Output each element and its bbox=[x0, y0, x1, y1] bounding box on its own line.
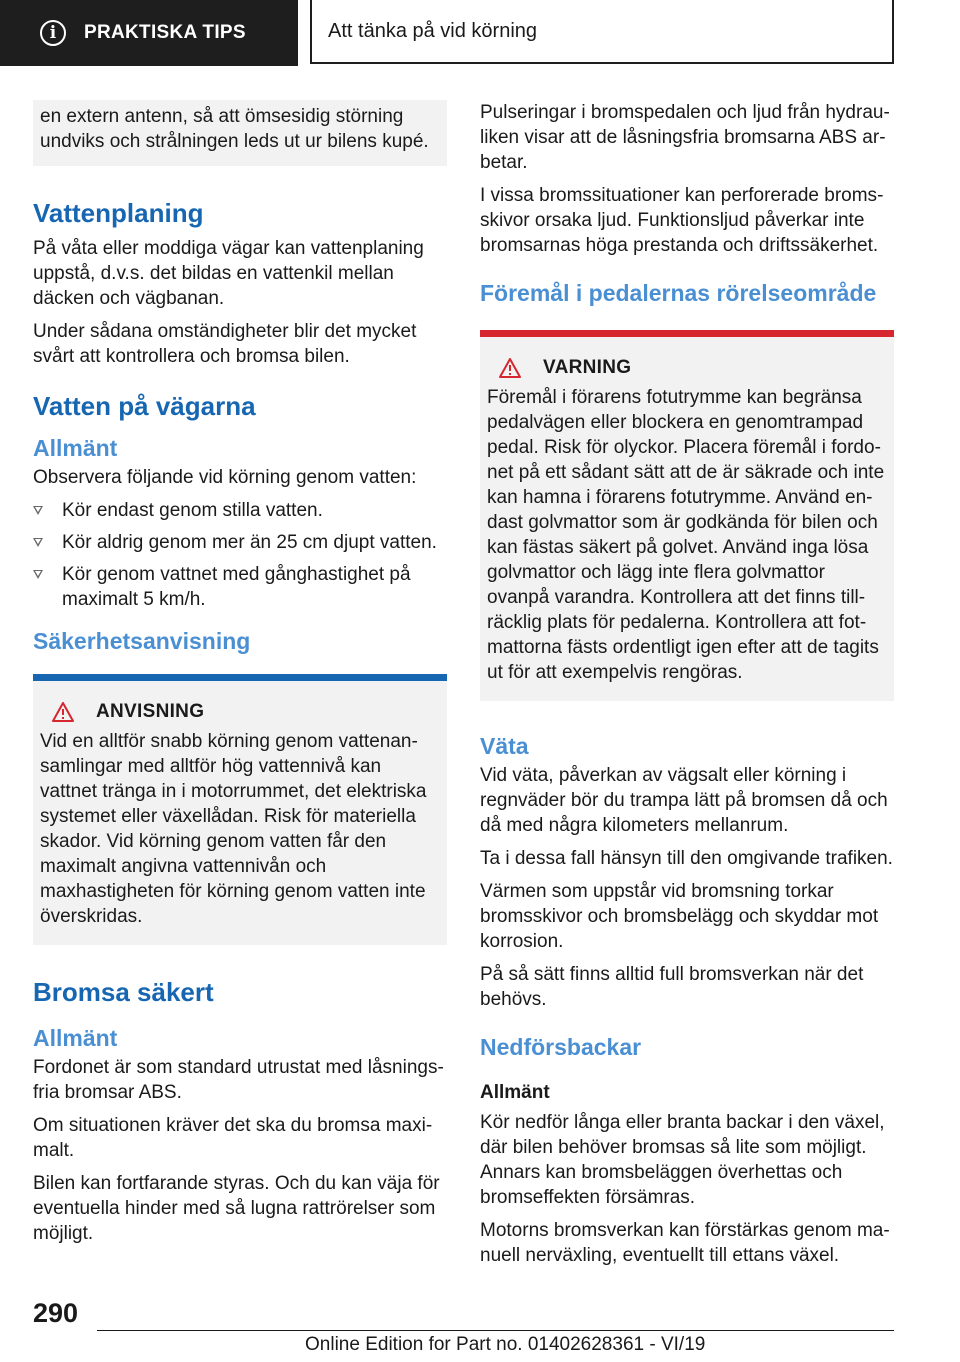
chapter-title: Att tänka på vid körning bbox=[328, 19, 538, 42]
paragraph: På våta eller moddiga vägar kan vattenplaning uppstå, d.v.s. det bildas en vattenkil mellan däcken och vägbanan. bbox=[33, 238, 424, 309]
info-icon: i bbox=[40, 20, 66, 46]
triangle-bullet-icon bbox=[33, 506, 43, 515]
warning-triangle-icon bbox=[499, 358, 521, 378]
list-item: Kör genom vattnet med gånghastighet på maximalt 5 km/h. bbox=[33, 562, 447, 612]
heading-vatten-pa-vagarna: Vatten på vägarna bbox=[33, 391, 256, 421]
intro-text: en extern antenn, så att ömsesidig störning undviks och strålningen leds ut ur bilens kupé. bbox=[40, 106, 429, 152]
heading-nedforsbackar: Nedförsbackar bbox=[480, 1034, 642, 1060]
heading-pedal-area: Föremål i pedalernas rörelseområde bbox=[480, 280, 877, 306]
subheading-sakerhetsanvisning: Säkerhetsanvisning bbox=[33, 628, 251, 654]
subheading-allmant: Allmänt bbox=[33, 435, 118, 461]
warning-triangle-icon bbox=[52, 702, 74, 722]
paragraph: Värmen som uppstår vid bromsning torkar bromsskivor och bromsbelägg och skyddar mot korrosion. bbox=[480, 881, 879, 952]
footer-edition: Online Edition for Part no. 01402628361 - VI/19 bbox=[305, 1334, 706, 1355]
paragraph: Fordonet är som standard utrustat med låsningsfria bromsar ABS. bbox=[33, 1057, 444, 1103]
right-column bbox=[480, 100, 894, 1276]
notice-text: Vid en alltför snabb körning genom vattenansamlingar med alltför hög vattennivå kan vattnet tränga in i motorrummet, det elektriska systemet eller växellådan. Risk för materiella skador. Vid körning genom vatten får den maximalt angivna vattennivån och maxhastigheten för körning genom vatten inte överskridas. bbox=[40, 731, 427, 927]
paragraph: På så sätt finns alltid full bromsverkan när det behövs. bbox=[480, 964, 864, 1010]
heading-vata: Väta bbox=[480, 733, 529, 759]
notice-title: ANVISNING bbox=[96, 701, 205, 722]
warning-text: Föremål i förarens fotutrymme kan begränsa pedalvägen eller blockera en genomtrampad pedal. Risk för olyckor. Placera föremål i fordonet på ett sådant sätt att de är säkrade och inte kan hamna i förarens fotutrymme. Använd endast golvmattor som är godkända för bilen och kan fästas säkert på golvet. Använd inga lösa golvmattor och lägg inte flera golvmattor ovanpå varandra. Kontrollera att det finns tillräcklig plats för pedalerna. Kontrollera att fotmattorna fästs ordentligt igen efter att de tagits ut för att exempelvis rengöras. bbox=[487, 387, 885, 683]
paragraph: Under sådana omständigheter blir det mycket svårt att kontrollera och bromsa bilen. bbox=[33, 321, 417, 367]
heading-bromsa-sakert: Bromsa säkert bbox=[33, 977, 214, 1007]
paragraph: Kör nedför långa eller branta backar i den växel, där bilen behöver bromsas så lite som möjligt. Annars kan bromsbeläggen överhettas och bromseffekten försämras. bbox=[480, 1112, 885, 1208]
warning-title: VARNING bbox=[543, 357, 632, 378]
footer-divider bbox=[97, 1330, 894, 1331]
page-header bbox=[0, 0, 960, 66]
heading-vattenplaning: Vattenplaning bbox=[33, 198, 204, 228]
triangle-bullet-icon bbox=[33, 570, 43, 579]
page-number: 290 bbox=[33, 1298, 79, 1328]
paragraph: Om situationen kräver det ska du bromsa maximalt. bbox=[33, 1115, 433, 1161]
water-rules-list bbox=[33, 498, 447, 612]
notice-box bbox=[33, 674, 447, 945]
paragraph: Pulseringar i bromspedalen och ljud från hydrauliken visar att de låsningsfria bromsarna ABS arbetar. bbox=[480, 102, 890, 173]
paragraph: Observera följande vid körning genom vatten: bbox=[33, 467, 417, 488]
subheading-allmant: Allmänt bbox=[480, 1082, 550, 1103]
paragraph: Bilen kan fortfarande styras. Och du kan väja för eventuella hinder med så lugna rattrörelser som möjligt. bbox=[33, 1173, 440, 1244]
left-column bbox=[33, 100, 447, 1254]
paragraph: Motorns bromsverkan kan förstärkas genom manuell nerväxling, eventuellt till ettans växel. bbox=[480, 1220, 890, 1266]
paragraph: Vid väta, påverkan av vägsalt eller körning i regnväder bör du trampa lätt på bromsen då och då med några kilometers mellanrum. bbox=[480, 765, 888, 836]
paragraph: I vissa bromssituationer kan perforerade bromsskivor orsaka ljud. Funktionsljud påverkar inte bromsarnas höga prestanda och driftssäkerhet. bbox=[480, 185, 884, 256]
paragraph: Ta i dessa fall hänsyn till den omgivande trafiken. bbox=[480, 848, 893, 869]
warning-box bbox=[480, 330, 894, 701]
section-tab bbox=[0, 0, 298, 66]
chapter-title-box bbox=[310, 0, 894, 64]
triangle-bullet-icon bbox=[33, 538, 43, 547]
section-label: PRAKTISKA TIPS bbox=[84, 22, 246, 43]
list-item: Kör aldrig genom mer än 25 cm djupt vatten. bbox=[33, 530, 447, 555]
list-item: Kör endast genom stilla vatten. bbox=[33, 498, 447, 523]
subheading-allmant: Allmänt bbox=[33, 1025, 118, 1051]
continued-notice bbox=[33, 100, 447, 166]
